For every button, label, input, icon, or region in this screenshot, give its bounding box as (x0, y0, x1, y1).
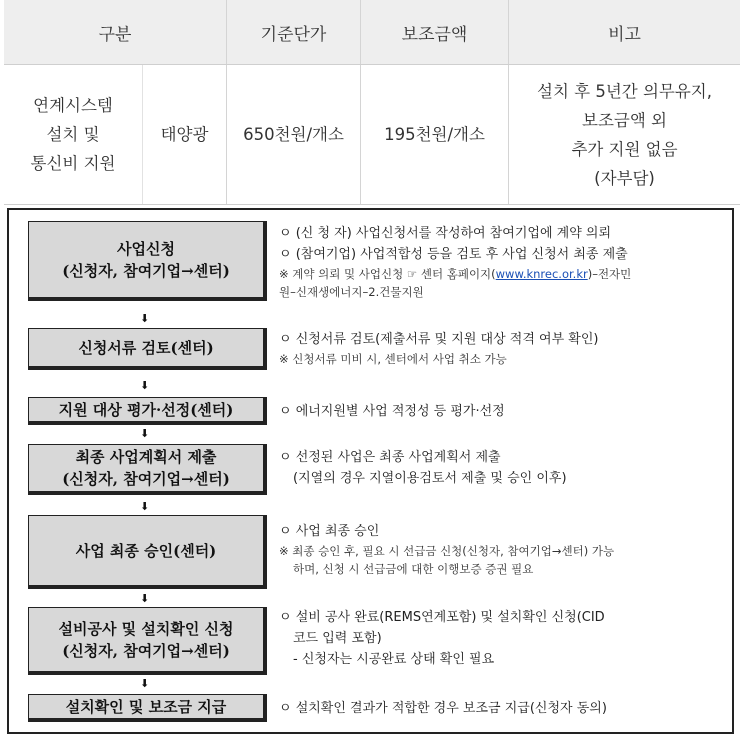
desc-final-plan: ㅇ 선정된 사업은 최종 사업계획서 제출 (지열의 경우 지열이용검토서 제출 및 승인 이후) (279, 450, 567, 486)
step-final-approval: 사업 최종 승인(센터) (28, 515, 267, 589)
cell-category: 연계시스템 설치 및 통신비 지원 (4, 65, 143, 205)
process-flow (7, 208, 734, 734)
cell-type: 태양광 (143, 65, 227, 205)
down-arrow-icon: ⬇ (140, 677, 150, 690)
header-subsidy: 보조금액 (361, 0, 509, 65)
desc-final-approval: ㅇ 사업 최종 승인 ※ 최종 승인 후, 필요 시 선급금 신청(신청자, 참여기업→센터) 가능 하며, 신청 시 선급금에 대한 이행보증 증권 필요 (279, 524, 615, 576)
desc-installation: ㅇ 설비 공사 완료(REMS연계포함) 및 설치확인 신청(CID 코드 입력 포함) - 신청자는 시공완료 상태 확인 필요 (279, 610, 605, 667)
desc-subsidy-payment: ㅇ 설치확인 결과가 적합한 경우 보조금 지급(신청자 동의) (279, 701, 607, 716)
cell-subsidy: 195천원/개소 (361, 65, 509, 205)
down-arrow-icon: ⬇ (140, 379, 150, 392)
cell-remarks: 설치 후 5년간 의무유지, 보조금액 외 추가 지원 없음 (자부담) (509, 65, 741, 205)
cell-unit-price: 650천원/개소 (227, 65, 361, 205)
header-category: 구분 (4, 0, 227, 65)
table-row (4, 65, 740, 205)
step-evaluation: 지원 대상 평가·선정(센터) (28, 397, 267, 425)
step-installation: 설비공사 및 설치확인 신청 (신청자, 참여기업→센터) (28, 607, 267, 675)
step-application: 사업신청 (신청자, 참여기업→센터) (28, 221, 267, 301)
desc-document-review: ㅇ 신청서류 검토(제출서류 및 지원 대상 적격 여부 확인) ※ 신청서류 미비 시, 센터에서 사업 취소 가능 (279, 332, 599, 366)
step-subsidy-payment: 설치확인 및 보조금 지급 (28, 694, 267, 722)
table-header-row (4, 0, 740, 65)
subsidy-table (4, 0, 740, 205)
header-remarks: 비고 (509, 0, 741, 65)
header-unit-price: 기준단가 (227, 0, 361, 65)
down-arrow-icon: ⬇ (140, 312, 150, 325)
down-arrow-icon: ⬇ (140, 592, 150, 605)
knrec-link[interactable]: www.knrec.or.kr (495, 267, 588, 281)
down-arrow-icon: ⬇ (140, 500, 150, 513)
desc-evaluation: ㅇ 에너지원별 사업 적정성 등 평가·선정 (279, 404, 505, 419)
step-final-plan: 최종 사업계획서 제출 (신청자, 참여기업→센터) (28, 444, 267, 495)
down-arrow-icon: ⬇ (140, 427, 150, 440)
step-document-review: 신청서류 검토(센터) (28, 328, 267, 370)
desc-application: ㅇ (신 청 자) 사업신청서를 작성하여 참여기업에 계약 의뢰 ㅇ (참여기업) 사업적합성 등을 검토 후 사업 신청서 최종 제출 ※ 계약 의뢰 및 사업신청 ☞ 센터 홈페이지(www.knrec.or.kr)–전자민 원–신재생에너지–2.건물지원 (279, 226, 632, 299)
